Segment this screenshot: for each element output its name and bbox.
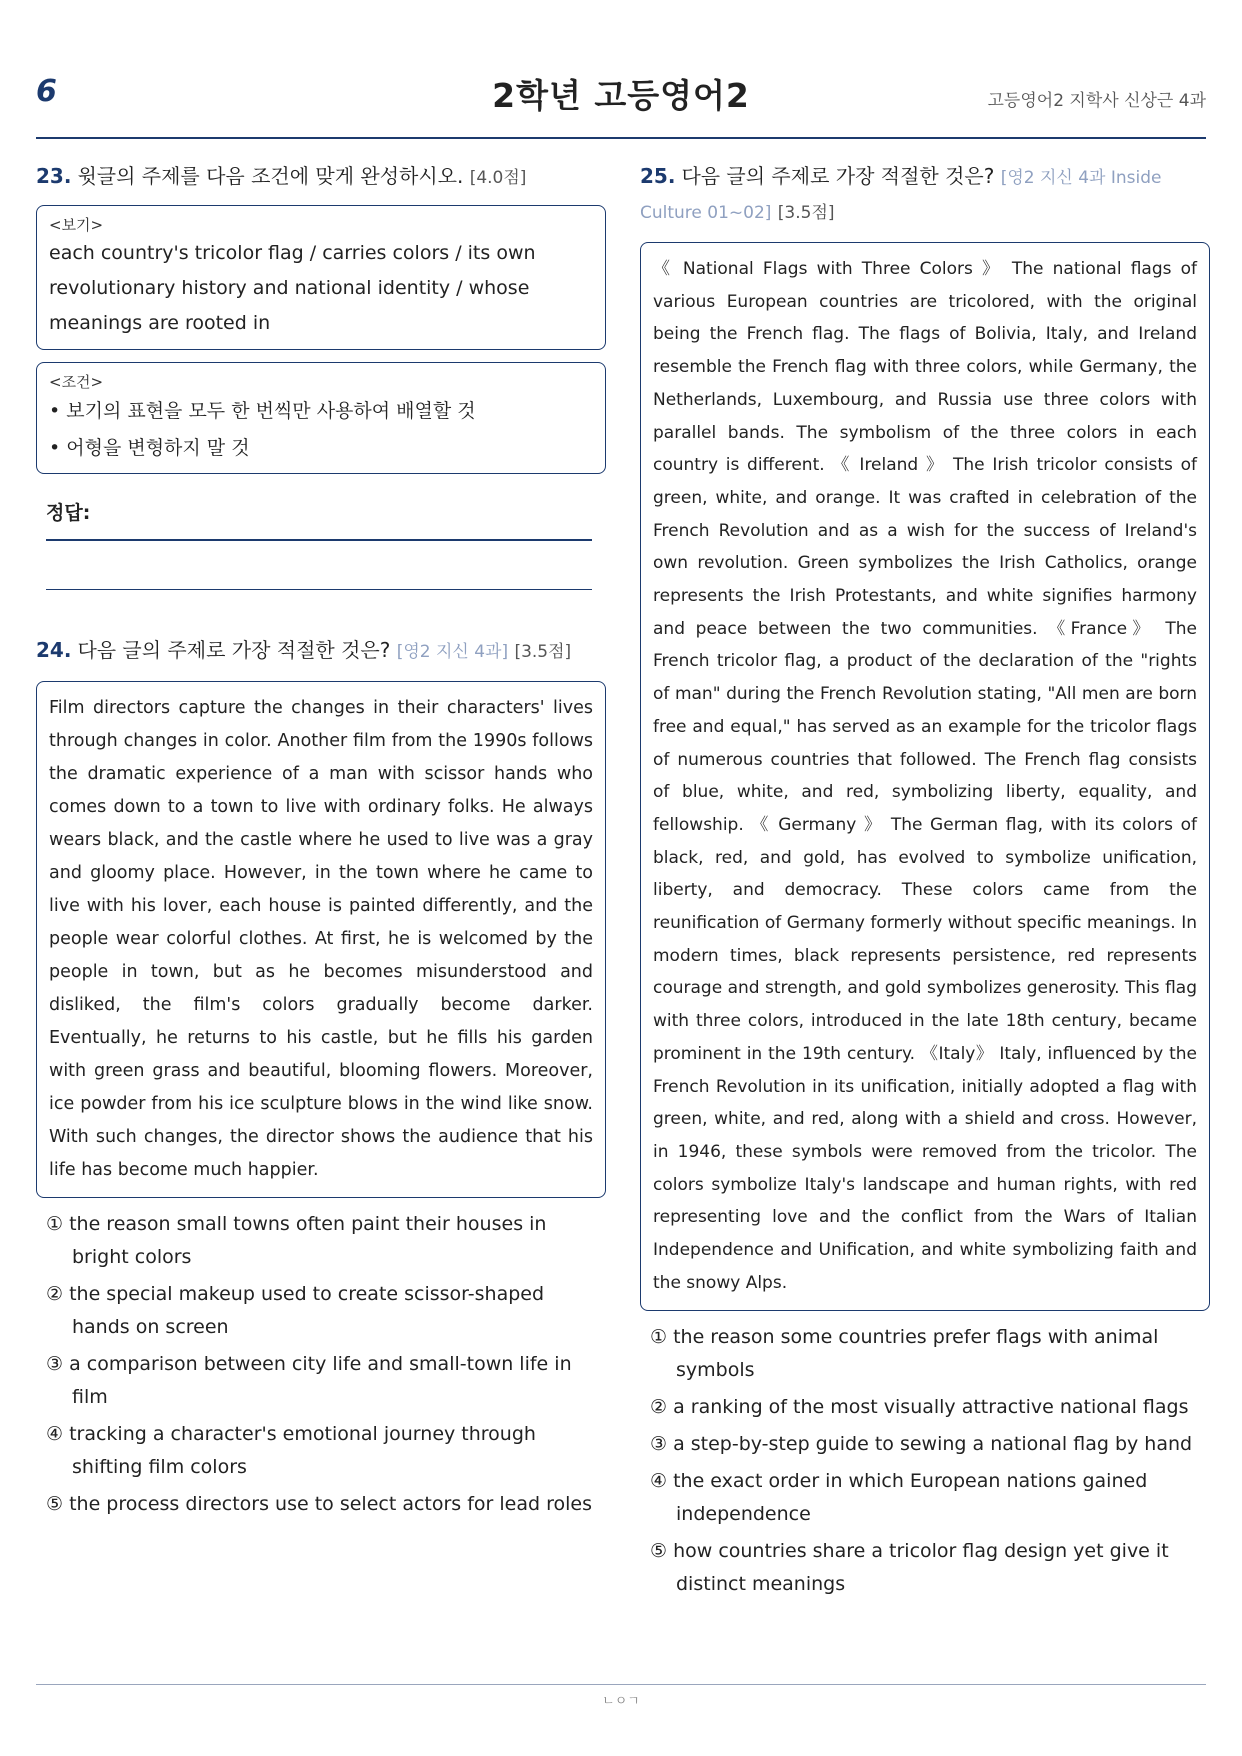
q25-choice-3[interactable]: ③ a step-by-step guide to sewing a national flag by hand bbox=[650, 1432, 1193, 1455]
q23-condition-label: <조건> bbox=[49, 373, 104, 391]
q25-heading bbox=[640, 160, 1210, 230]
page-subtitle: 고등영어2 지학사 신상근 4과 bbox=[987, 91, 1206, 111]
q23-example-label: <보기> bbox=[49, 216, 104, 234]
q23-condition-item: • 어형을 변형하지 말 것 bbox=[49, 437, 250, 459]
q23-example-box bbox=[36, 205, 606, 350]
question-23 bbox=[36, 160, 606, 590]
q25-number: 25. bbox=[640, 164, 676, 188]
q24-number: 24. bbox=[36, 638, 72, 662]
page-header bbox=[36, 66, 1206, 130]
q23-answer-line[interactable] bbox=[46, 589, 592, 591]
q25-text: 다음 글의 주제로 가장 적절한 것은? bbox=[681, 164, 995, 188]
q24-points: [3.5점] bbox=[514, 642, 572, 662]
q25-choice-4[interactable]: ④ the exact order in which European nations gained independence bbox=[650, 1469, 1148, 1525]
q23-condition-item: • 보기의 표현을 모두 한 번씩만 사용하여 배열할 것 bbox=[49, 400, 476, 422]
q24-choice-4[interactable]: ④ tracking a character's emotional journey through shifting film colors bbox=[46, 1423, 536, 1478]
q25-passage: 《 National Flags with Three Colors 》 The national flags of various European countries are tricolored, with the original being the French flag. The flags of Bolivia, Italy, and Ireland resemble the French flag with three colors, while Germany, the Netherlands, Luxembourg, and Russia use three colors with parallel bands. The symbolism of the three colors in each country is different. 《 Ireland 》 The Irish tricolor consists of green, white, and orange. It was crafted in celebration of the French Revolution and as a wish for the success of Ireland's own revolution. Green symbolizes the Irish Catholics, orange represents the Irish Protestants, and white signifies harmony and peace between the two communities. 《France》 The French tricolor flag, a product of the declaration of the "rights of man" during the French Revolution stating, "All men are born free and equal," has served as an example for the tricolor flags of numerous countries that followed. The French flag consists of blue, white, and red, symbolizing liberty, equality, and fellowship. 《 Germany 》 The German flag, with its colors of black, red, and gold, has evolved to symbolize unification, liberty, and democracy. These colors came from the reunification of Germany formerly without specific meanings. In modern times, black represents persistence, red represents courage and strength, and gold symbolizes generosity. This flag with three colors, introduced in the late 18th century, became prominent in the 19th century. 《Italy》 Italy, influenced by the French Revolution in its unification, initially adopted a flag with green, white, and red, along with a shield and cross. However, in 1946, these symbols were removed from the tricolor. The colors symbolize Italy's landscape and human rights, with red representing love and the conflict from the Wars of Italian Independence and Unification, and white symbolizing faith and the snowy Alps. bbox=[640, 242, 1210, 1311]
q24-source: [영2 지신 4과] bbox=[396, 642, 509, 662]
page-number: 6 bbox=[36, 74, 57, 109]
q24-text: 다음 글의 주제로 가장 적절한 것은? bbox=[77, 638, 391, 662]
question-25 bbox=[640, 160, 1210, 1601]
page-title: 2학년 고등영어2 bbox=[492, 76, 750, 115]
q24-choice-1[interactable]: ① the reason small towns often paint their houses in bright colors bbox=[46, 1213, 547, 1268]
q25-choice-1[interactable]: ① the reason some countries prefer flags with animal symbols bbox=[650, 1325, 1159, 1381]
q24-passage: Film directors capture the changes in their characters' lives through changes in color. Another film from the 1990s follows the dramatic experience of a man with scissor hands who comes down to a town to live with ordinary folks. He always wears black, and the castle where he used to live was a gray and gloomy place. However, in the town where he came to live with his lover, each house is painted differently, and the people wear colorful clothes. At first, he is welcomed by the people in town, but as he becomes misunderstood and disliked, the film's colors gradually become darker. Eventually, he returns to his castle, but he fills his garden with green grass and beautiful, blooming flowers. Moreover, ice powder from his ice sculpture blows in the wind like snow. With such changes, the director shows the audience that his life has become much happier. bbox=[36, 681, 606, 1198]
q23-condition-box bbox=[36, 362, 606, 474]
q24-heading bbox=[36, 634, 606, 669]
q24-choice-5[interactable]: ⑤ the process directors use to select actors for lead roles bbox=[46, 1493, 592, 1515]
q23-heading bbox=[36, 160, 606, 195]
question-24 bbox=[36, 634, 606, 1521]
q25-choice-2[interactable]: ② a ranking of the most visually attractive national flags bbox=[650, 1395, 1189, 1418]
q25-choice-5[interactable]: ⑤ how countries share a tricolor flag design yet give it distinct meanings bbox=[650, 1539, 1169, 1595]
header-divider bbox=[36, 137, 1206, 139]
footer-divider bbox=[36, 1684, 1206, 1685]
q25-source: [영2 지신 4과 Inside Culture 01~02] bbox=[640, 168, 1162, 223]
right-column bbox=[640, 160, 1210, 1605]
q23-number: 23. bbox=[36, 164, 72, 188]
footer-text: ㄴㅇㄱ bbox=[602, 1694, 640, 1709]
q24-choice-3[interactable]: ③ a comparison between city life and small-town life in film bbox=[46, 1353, 572, 1408]
q23-points: [4.0점] bbox=[469, 168, 527, 188]
q25-points: [3.5점] bbox=[777, 203, 835, 223]
q24-choice-2[interactable]: ② the special makeup used to create scissor-shaped hands on screen bbox=[46, 1283, 545, 1338]
left-column bbox=[36, 160, 606, 1525]
q23-answer-line[interactable] bbox=[46, 539, 592, 541]
q23-example-text: each country's tricolor flag / carries colors / its own revolutionary history and national identity / whose meanings are rooted in bbox=[49, 242, 536, 334]
q23-answer-label: 정답: bbox=[46, 502, 91, 524]
q25-choices bbox=[640, 1321, 1210, 1601]
q24-choices bbox=[36, 1208, 606, 1521]
q23-text: 윗글의 주제를 다음 조건에 맞게 완성하시오. bbox=[77, 164, 464, 188]
